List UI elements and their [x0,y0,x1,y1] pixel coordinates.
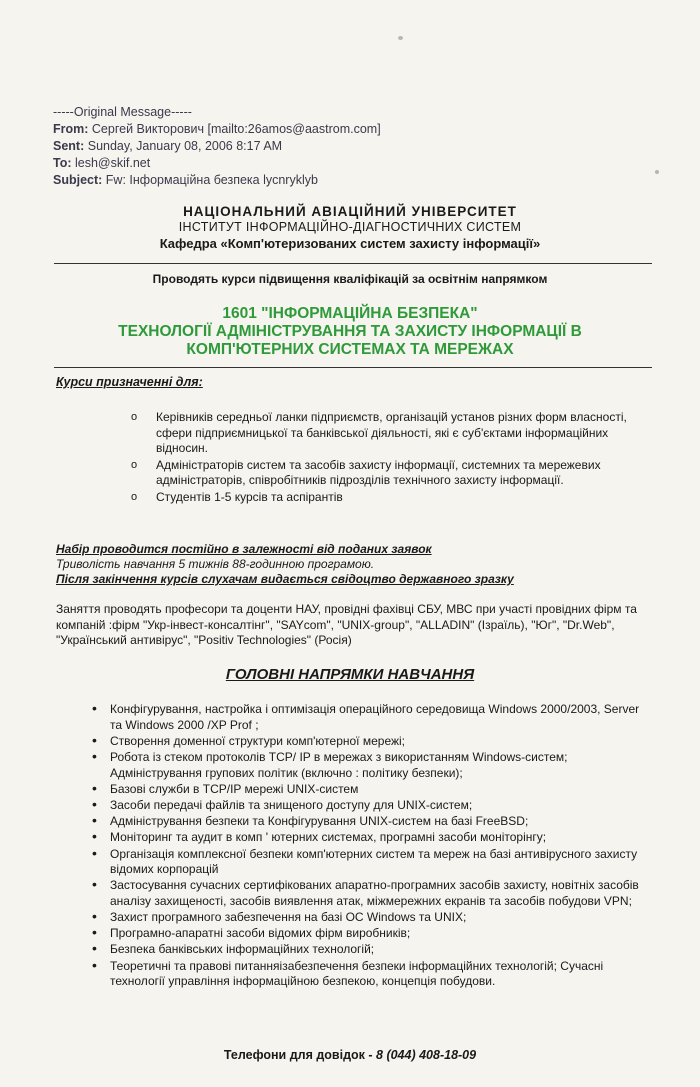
courses-intro: Проводять курси підвищення кваліфікацій за освітнім напрямком [152,272,548,286]
list-item: o Адміністраторів систем та засобів захисту інформації, системних та мережевих адміністраторів, співробітників підрозділів технічного захисту інформації. [131,458,651,489]
list-item: • Теоретичні та правові питанняізабезпечення безпеки інформаційних технологій; Сучасні технології управління інформаційною безпекою, концепція побудови. [92,959,652,990]
to-line [53,155,381,172]
sent-line [53,138,381,155]
to-label: To: [53,156,72,170]
audience-title: Курси призначенні для: [56,375,203,389]
divider [54,263,652,264]
institute-name: ІНСТИТУТ ІНФОРМАЦІЙНО-ДІАГНОСТИЧНИХ СИСТЕМ [178,220,522,234]
original-message-line: -----Original Message----- [53,105,192,119]
email-header [53,104,381,189]
list-item: • Організація комплексної безпеки комп'ютерних систем та мереж на базі антивірусного захисту відомих корпорацій [92,847,652,878]
list-item: o Керівників середньої ланки підприємств, організацій установ різних форм власності, сфери підприємницької та банківської діяльності, які є суб'єктами інформаційних відносин. [131,410,651,457]
teachers-paragraph: Заняття проводять професори та доценти НАУ, провідні фахівці СБУ, МВС при участі провідних фірм та компаній :фірм "Укр-інвест-консалтінг", "SAYcom", "UNIX-group", "ALLADIN" (Ізраїль), "Юг", "Dr.Web", "Український антивірус", "Positiv Technologies" (Росія) [56,602,637,647]
list-item: • Робота із стеком протоколів TCP/ IP в мережах з використанням Windows-систем; Адміністрування групових політик (включно : політику безпеки); [92,750,652,781]
sent-value: Sunday, January 08, 2006 8:17 AM [87,139,283,153]
enrollment-note: Набір проводится постійно в залежності від поданих заявок [56,542,432,556]
list-item: • Конфігурування, настройка і оптимізація операційного середовища Windows 2000/2003, Server та Windows 2000 /XP Prof ; [92,702,652,733]
audience-list [131,410,651,506]
program-subtitle-2: КОМП'ЮТЕРНИХ СИСТЕМАХ ТА МЕРЕЖАХ [186,341,514,358]
program-title: 1601 "ІНФОРМАЦІЙНА БЕЗПЕКА" [222,305,478,322]
program-subtitle-1: ТЕХНОЛОГІЇ АДМІНІСТРУВАННЯ ТА ЗАХИСТУ ІНФОРМАЦІЇ В [118,323,582,340]
subject-line [53,172,381,189]
directions-list [92,702,652,990]
list-item: o Студентів 1-5 курсів та аспірантів [131,490,651,506]
department-name: Кафедра «Комп'ютеризованих систем захисту інформації» [159,236,541,251]
sent-label: Sent: [53,139,85,153]
certificate-note: Після закінчення курсів слухачам видається свідоцтво державного зразку [56,572,514,586]
enrollment-notes [56,542,514,587]
list-item: • Засоби передачі файлів та знищеного доступу для UNIX-систем; [92,798,652,814]
list-item: • Захист програмного забезпечення на базі ОС Windows та UNIX; [92,910,652,926]
subject-label: Subject: [53,173,103,187]
university-name: НАЦІОНАЛЬНИЙ АВІАЦІЙНИЙ УНІВЕРСИТЕТ [183,204,517,219]
duration-note: Триволість навчання 5 тижнів 88-годинною програмою. [56,557,375,571]
to-value: lesh@skif.net [75,156,151,170]
divider [54,367,652,368]
phone-footer [0,1048,700,1062]
directions-title: ГОЛОВНІ НАПРЯМКИ НАВЧАННЯ [225,666,475,683]
scan-speck [655,170,659,174]
phone-label: Телефони для довідок - [223,1048,373,1062]
from-line [53,121,381,138]
list-item: • Моніторинг та аудит в комп ' ютерних системах, програмні засоби моніторінгу; [92,830,652,846]
subject-value: Fw: Інформаційна безпека lycnryklyb [105,173,318,187]
list-item: • Безпека банківських інформаційних технологій; [92,942,652,958]
phone-number: 8 (044) 408-18-09 [376,1048,477,1062]
from-label: From: [53,122,89,136]
list-item: • Застосування сучасних сертифікованих апаратно-програмних засобів захисту, новітніх засобів аналізу захищеності, засобів виявлення атак, міжмережних екранів та засобів побудови VPN; [92,878,652,909]
from-value: Сергей Викторович [mailto:26amos@aastrom.com] [91,122,381,136]
scan-speck [398,36,403,40]
list-item: • Програмно-апаратні засоби відомих фірм виробників; [92,926,652,942]
list-item: • Адміністрування безпеки та Конфігурування UNIX-систем на базі FreeBSD; [92,814,652,830]
list-item: • Базові служби в TCP/IP мережі UNIX-систем [92,782,652,798]
list-item: • Створення доменної структури комп'ютерної мережі; [92,734,652,750]
